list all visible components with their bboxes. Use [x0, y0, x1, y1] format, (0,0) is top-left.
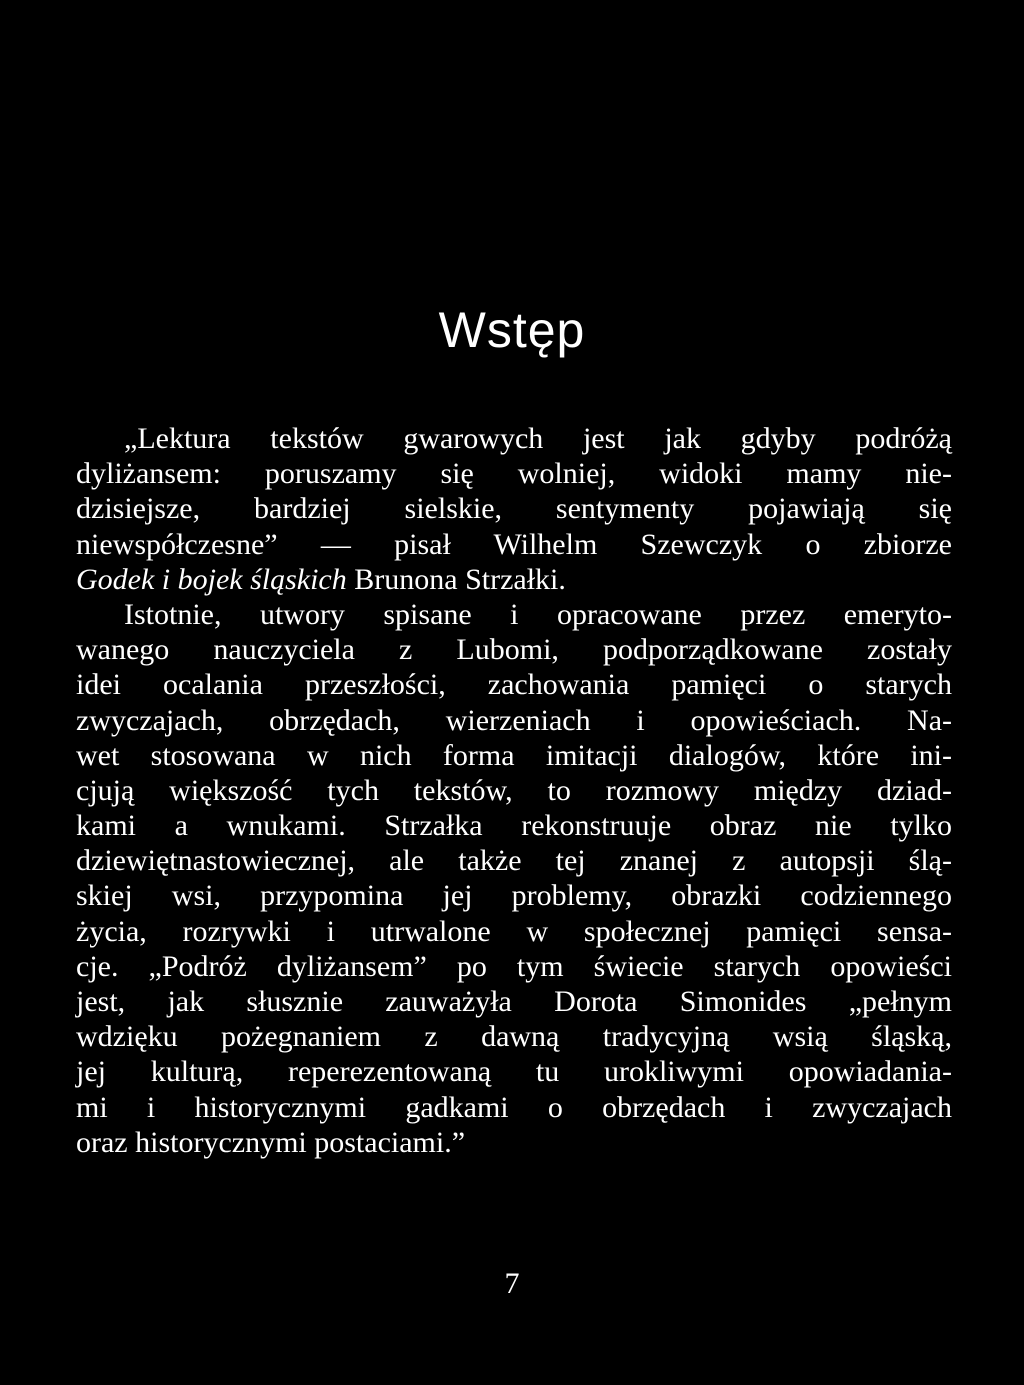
text-line: „Lektura tekstów gwarowych jest jak gdyby podróżą: [124, 422, 952, 455]
text-line: niewspółczesne” — pisał Wilhelm Szewczyk o zbiorze: [76, 527, 952, 561]
text-line: [76, 562, 952, 597]
page-number: 7: [504, 1267, 520, 1300]
text-line: wet stosowana w nich forma imitacji dialogów, które ini-: [76, 738, 952, 772]
text-line: Istotnie, utwory spisane i opracowane przez emeryto-: [124, 597, 952, 631]
text-line: wanego nauczyciela z Lubomi, podporządkowane zostały: [76, 633, 952, 667]
book-title-italic: Godek i bojek śląskich: [76, 562, 347, 596]
text-line: idei ocalania przeszłości, zachowania pamięci o starych: [76, 668, 952, 702]
chapter-title: Wstęp: [438, 302, 586, 358]
chapter-body: [76, 421, 952, 1160]
text-line: cje. „Podróż dyliżansem” po tym świecie starych opowieści: [76, 949, 952, 983]
text-line: skiej wsi, przypomina jej problemy, obrazki codziennego: [76, 879, 952, 913]
text-line: dziewiętnastowiecznej, ale także tej znanej z autopsji ślą-: [76, 844, 952, 878]
text-line-rest: Brunona Strzałki.: [346, 562, 566, 596]
text-line: zwyczajach, obrzędach, wierzeniach i opowieściach. Na-: [76, 703, 952, 737]
text-line: dzisiejsze, bardziej sielskie, sentymenty pojawiają się: [76, 492, 952, 526]
text-line: życia, rozrywki i utrwalone w społecznej pamięci sensa-: [76, 914, 952, 948]
text-line: mi i historycznymi gadkami o obrzędach i zwyczajach: [76, 1090, 952, 1124]
text-line: dyliżansem: poruszamy się wolniej, widoki mamy nie-: [76, 457, 952, 491]
text-line: jej kulturą, reperezentowaną tu urokliwymi opowiadania-: [76, 1055, 952, 1089]
text-line: kami a wnukami. Strzałka rekonstruuje obraz nie tylko: [76, 809, 952, 843]
text-line: jest, jak słusznie zauważyła Dorota Simonides „pełnym: [76, 985, 952, 1018]
text-line: oraz historycznymi postaciami.”: [76, 1125, 466, 1159]
text-line: wdzięku pożegnaniem z dawną tradycyjną wsią śląską,: [76, 1020, 952, 1054]
text-line: cjują większość tych tekstów, to rozmowy między dziad-: [76, 773, 952, 807]
